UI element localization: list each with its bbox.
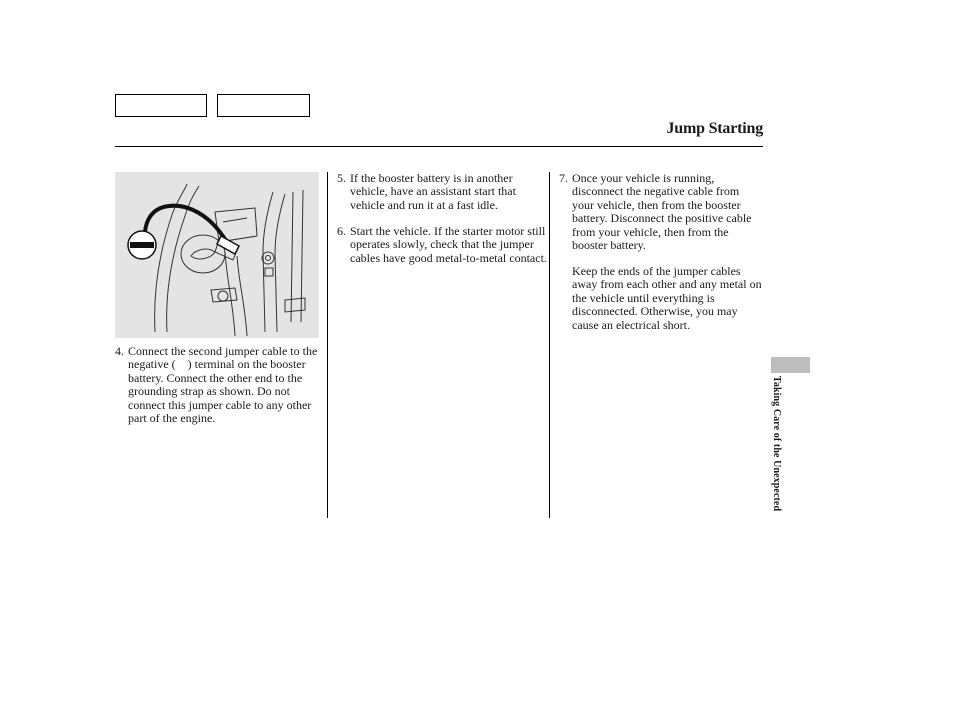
header-rule: [115, 146, 763, 147]
step-7-note: Keep the ends of the jumper cables away from each other and any metal on the vehicle until everything is disconnected. Otherwise, you may cause an electrical short.: [572, 264, 762, 332]
step-6-text: Start the vehicle. If the starter motor still operates slowly, check that the jumper cables have good metal-to-metal contact.: [350, 224, 547, 265]
section-label: Taking Care of the Unexpected: [771, 376, 782, 512]
cable-clamp: [217, 236, 239, 254]
engine-ground-drawing: [115, 172, 319, 338]
engine-ground-illustration: [115, 172, 319, 338]
step-4-number: 4.: [115, 344, 124, 358]
step-7: [559, 172, 764, 252]
step-4: [115, 345, 320, 425]
step-7-text: Once your vehicle is running, disconnect the negative cable from your vehicle, then from the booster battery. Disconnect the positive cable from your vehicle, then from the booster battery.: [572, 171, 752, 253]
step-6: [337, 225, 547, 265]
section-tab[interactable]: [771, 357, 810, 373]
terminal-bolt: [262, 252, 274, 264]
step-5: [337, 172, 547, 212]
step-4-text-before: Connect the second jumper cable to the negative (: [128, 344, 318, 372]
step-5-text: If the booster battery is in another vehicle, have an assistant start that vehicle and run it at a fast idle.: [350, 171, 516, 212]
step-6-number: 6.: [337, 224, 346, 238]
column-divider-1: [327, 172, 328, 518]
step-5-number: 5.: [337, 171, 346, 185]
page-title: Jump Starting: [666, 120, 763, 137]
step-7-number: 7.: [559, 171, 568, 185]
step-4-text-after: ) terminal on the booster battery. Connect the other end to the grounding strap as shown. Do not connect this jumper cable to any other part of the engine.: [128, 357, 312, 426]
nav-button-main-menu[interactable]: [115, 94, 207, 117]
nav-button-table-of-contents[interactable]: [217, 94, 310, 117]
column-divider-2: [549, 172, 550, 518]
